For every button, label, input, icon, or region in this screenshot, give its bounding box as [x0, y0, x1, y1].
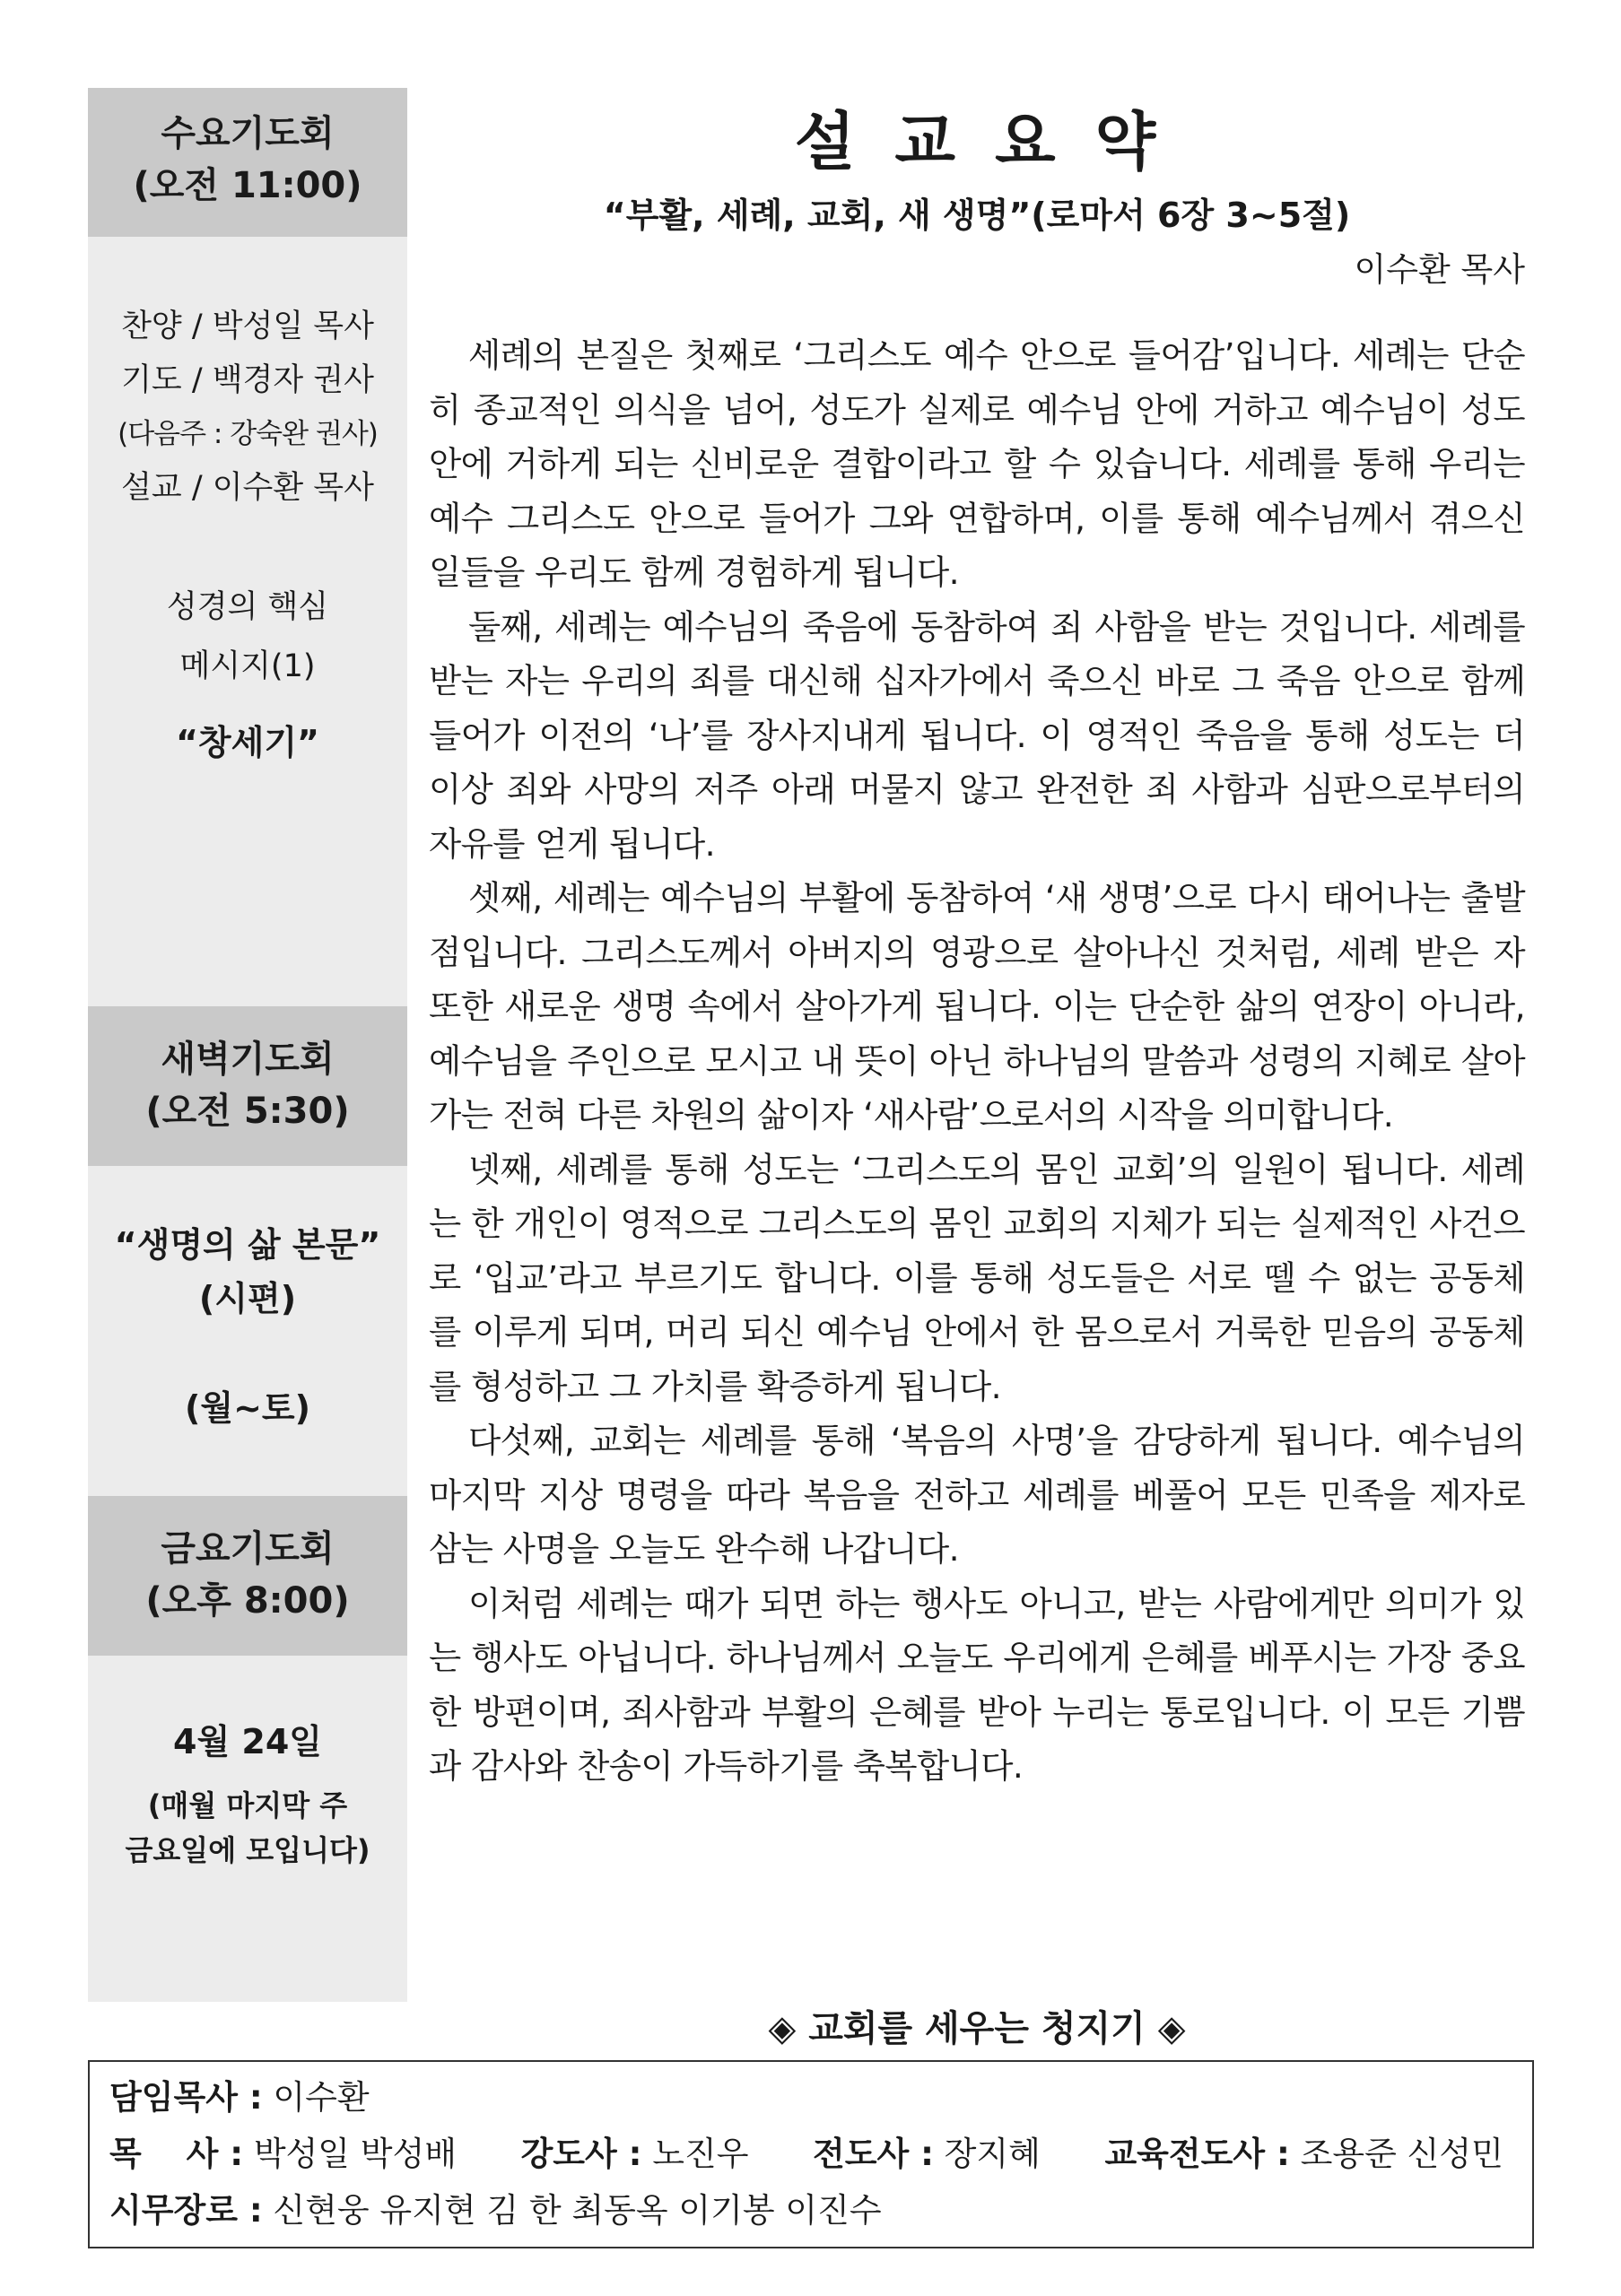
elders-names: 신현웅 유지현 김 한 최동옥 이기봉 이진수 [273, 2191, 882, 2230]
wednesday-prayer-header [88, 88, 407, 237]
sermon-subtitle: “부활, 세례, 교회, 새 생명”(로마서 6장 3~5절) [603, 196, 1351, 235]
evangelist-name: 장지혜 [944, 2135, 1041, 2173]
dawn-prayer-header [88, 1006, 407, 1166]
staff-box [88, 2060, 1534, 2248]
staff-row-elders [109, 2182, 1512, 2239]
paragraph: 셋째, 세례는 예수님의 부활에 동참하여 ‘새 생명’으로 다시 태어나는 출발점입니다. 그리스도께서 아버지의 영광으로 살아나신 것처럼, 세례 받은 자 또한 새로운 생명 속에서 살아가게 됩니다. 이는 단순한 삶의 연장이 아니라, 예수님을 주인으로 모시고 내 뜻이 아닌 하나님의 말씀과 성령의 지혜로 살아가는 전혀 다른 차원의 삶이자 ‘새사람’으로서의 시작을 의미합니다. [429, 878, 1525, 1135]
paragraph: 둘째, 세례는 예수님의 죽음에 동참하여 죄 사함을 받는 것입니다. 세례를 받는 자는 우리의 죄를 대신해 십자가에서 죽으신 바로 그 죽음 안으로 함께 들어가 이전의 ‘나’를 장사지내게 됩니다. 이 영적인 죽음을 통해 성도는 더 이상 죄와 사망의 저주 아래 머물지 않고 완전한 죄 사함과 심판으로부터의 자유를 얻게 됩니다. [429, 606, 1525, 864]
edu-evangelist-label: 교육전도사 : [1104, 2135, 1290, 2173]
staff-row-ministers [109, 2126, 1512, 2182]
friday-date: 4월 24일 [173, 1722, 322, 1761]
friday-info [88, 1715, 407, 1873]
pastor-names: 박성일 박성배 [253, 2135, 458, 2173]
friday-title: 금요기도회 [161, 1528, 335, 1570]
lecturer-label: 강도사 : [520, 2135, 642, 2173]
pastor-label: 목 사 : [109, 2135, 244, 2173]
staff-row-senior [109, 2069, 1512, 2126]
evangelist-label: 전도사 : [813, 2135, 934, 2173]
sidebar [88, 88, 407, 2002]
life-text-title: “생명의 삶 본문” [114, 1225, 381, 1265]
dawn-time: (오전 5:30) [145, 1091, 350, 1132]
role-praise: 찬양 / 박성일 목사 [121, 309, 374, 344]
series-book: “창세기” [175, 723, 320, 762]
paragraph: 이처럼 세례는 때가 되면 하는 행사도 아니고, 받는 사람에게만 의미가 있는 행사도 아닙니다. 하나님께서 오늘도 우리에게 은혜를 베푸시는 가장 중요한 방편이며, 죄사함과 부활의 은혜를 받아 누리는 통로입니다. 이 모든 기쁨과 감사와 찬송이 가득하기를 축복합니다. [429, 1583, 1525, 1786]
role-next-week: (다음주 : 강숙완 권사) [118, 418, 378, 450]
senior-pastor-label: 담임목사 : [109, 2078, 263, 2117]
friday-prayer-header [88, 1496, 407, 1656]
sermon-title: 설교요약 [794, 105, 1196, 178]
role-sermon: 설교 / 이수환 목사 [121, 470, 374, 506]
role-prayer: 기도 / 백경자 권사 [121, 362, 374, 398]
dawn-title: 새벽기도회 [161, 1039, 335, 1080]
elders-label: 시무장로 : [109, 2191, 263, 2230]
lecturer-name: 노진우 [652, 2135, 749, 2173]
wednesday-title: 수요기도회 [161, 113, 335, 154]
stewards-title: ◈ 교회를 세우는 청지기 ◈ [768, 2008, 1186, 2049]
series-line1: 성경의 핵심 [166, 589, 329, 625]
senior-pastor-name: 이수환 [273, 2078, 370, 2117]
edu-evangelist-names: 조용준 신성민 [1300, 2135, 1503, 2173]
life-text-days: (월~토) [185, 1388, 310, 1428]
sermon-summary [429, 88, 1525, 1794]
series-line2: 메시지(1) [179, 648, 316, 684]
paragraph: 넷째, 세례를 통해 성도는 ‘그리스도의 몸인 교회’의 일원이 됩니다. 세례는 한 개인이 영적으로 그리스도의 몸인 교회의 지체가 되는 실제적인 사건으로 ‘입교’라고 부르기도 합니다. 이를 통해 성도들은 서로 뗄 수 없는 공동체를 이루게 되며, 머리 되신 예수님 안에서 한 몸으로서 거룩한 믿음의 공동체를 형성하고 그 가치를 확증하게 됩니다. [429, 1149, 1525, 1406]
wednesday-time: (오전 11:00) [133, 165, 362, 206]
sermon-author: 이수환 목사 [1354, 250, 1525, 289]
friday-note1: (매월 마지막 주 [147, 1788, 348, 1822]
wednesday-roles [88, 300, 407, 515]
friday-note2: 금요일에 모입니다) [125, 1833, 370, 1867]
friday-time: (오후 8:00) [145, 1580, 350, 1622]
paragraph: 세례의 본질은 첫째로 ‘그리스도 예수 안으로 들어감’입니다. 세례는 단순히 종교적인 의식을 넘어, 성도가 실제로 예수님 안에 거하고 예수님이 성도 안에 거하게 되는 신비로운 결합이라고 할 수 있습니다. 세례를 통해 우리는 예수 그리스도 안으로 들어가 그와 연합하며, 이를 통해 예수님께서 겪으신 일들을 우리도 함께 경험하게 됩니다. [429, 335, 1525, 592]
life-text-book: (시편) [198, 1279, 297, 1318]
sermon-series [88, 578, 407, 770]
life-text [88, 1218, 407, 1435]
sermon-body [429, 328, 1525, 1794]
paragraph: 다섯째, 교회는 세례를 통해 ‘복음의 사명’을 감당하게 됩니다. 예수님의 마지막 지상 명령을 따라 복음을 전하고 세례를 베풀어 모든 민족을 제자로 삼는 사명을 오늘도 완수해 나갑니다. [429, 1421, 1525, 1569]
